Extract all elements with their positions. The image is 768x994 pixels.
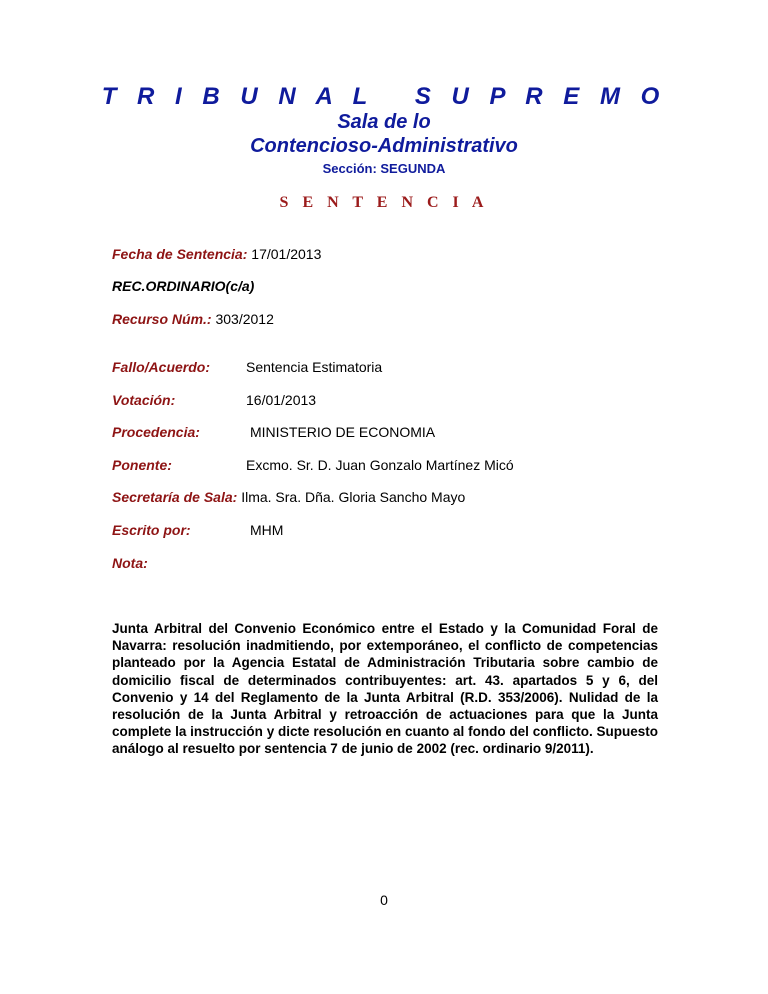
- secretaria-row: [112, 488, 465, 506]
- ponente-row: [112, 456, 514, 474]
- seccion-line: Sección: SEGUNDA: [322, 161, 446, 176]
- procedencia-value: MINISTERIO DE ECONOMIA: [250, 424, 436, 440]
- escrito-row: [112, 521, 284, 539]
- votacion-row: [112, 391, 317, 409]
- votacion-label: Votación:: [112, 392, 176, 408]
- secretaria-label: Secretaría de Sala:: [112, 489, 238, 505]
- fecha-label: Fecha de Sentencia:: [112, 246, 248, 262]
- recurso-row: [112, 310, 274, 328]
- rec-ordinario-label: REC.ORDINARIO(c/a): [112, 278, 255, 294]
- rec-row: [112, 277, 254, 295]
- escrito-label: Escrito por:: [112, 522, 191, 538]
- recurso-label: Recurso Núm.:: [112, 311, 212, 327]
- nota-label: Nota:: [112, 555, 148, 571]
- ponente-label: Ponente:: [112, 457, 172, 473]
- nota-row: [112, 554, 148, 572]
- fecha-value: 17/01/2013: [251, 246, 322, 262]
- document-type-title: S E N T E N C I A: [279, 194, 489, 211]
- sala-title: Sala de lo: [337, 111, 431, 133]
- fallo-row: [112, 358, 383, 376]
- court-title: T R I B U N A L S U P R E M O: [101, 83, 667, 110]
- fecha-row: [112, 245, 321, 263]
- abstract-paragraph: Junta Arbitral del Convenio Económico entre el Estado y la Comunidad Foral de Navarra: resolución inadmitiendo, por extemporáneo, el conflicto de competencias planteado por la Agencia Estatal de Administración Tributaria sobre cambio de domicilio fiscal de determinados contribuyentes: art. 43. apartados 5 y 6, del Convenio y 14 del Reglamento de la Junta Arbitral (R.D. 353/2006). Nulidad de la resolución de la Junta Arbitral y retroacción de actuaciones para que la Junta complete la instrucción y dicte resolución en cuanto al fondo del conflicto. Supuesto análogo al resuelto por sentencia 7 de junio de 2002 (rec. ordinario 9/2011).: [112, 621, 658, 757]
- recurso-value: 303/2012: [215, 311, 274, 327]
- votacion-value: 16/01/2013: [246, 392, 317, 408]
- ponente-value: Excmo. Sr. D. Juan Gonzalo Martínez Micó: [246, 457, 514, 473]
- procedencia-row: [112, 423, 436, 441]
- fallo-label: Fallo/Acuerdo:: [112, 359, 211, 375]
- escrito-value: MHM: [250, 522, 284, 538]
- sala-subtitle: Contencioso-Administrativo: [250, 135, 518, 157]
- secretaria-value: Ilma. Sra. Dña. Gloria Sancho Mayo: [241, 489, 466, 505]
- page-number: 0: [380, 892, 388, 908]
- fallo-value: Sentencia Estimatoria: [246, 359, 383, 375]
- procedencia-label: Procedencia:: [112, 424, 200, 440]
